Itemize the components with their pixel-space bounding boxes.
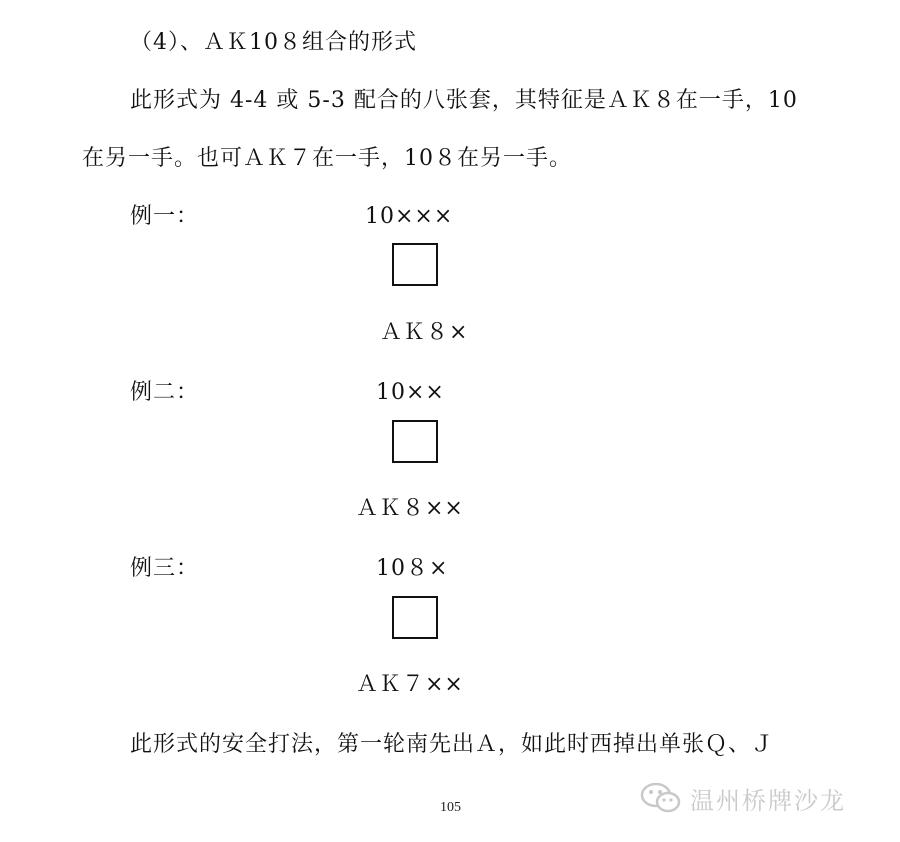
example-3-label: 例三： bbox=[130, 556, 200, 581]
example-3-table-box bbox=[392, 596, 438, 639]
example-1-north-hand: 10××× bbox=[365, 204, 454, 229]
example-3-south-hand: ＡＫ７×× bbox=[356, 672, 464, 697]
paragraph-1-line-1: 此形式为 4-4 或 5-3 配合的八张套，其特征是ＡＫ８在一手，10 bbox=[130, 88, 798, 113]
example-2-north-hand: 10×× bbox=[376, 380, 445, 405]
example-1-south-hand: ＡＫ８× bbox=[380, 320, 469, 345]
watermark bbox=[640, 780, 846, 816]
paragraph-2: 此形式的安全打法，第一轮南先出Ａ，如此时西掉出单张Ｑ、Ｊ bbox=[130, 732, 775, 757]
example-2-label: 例二： bbox=[130, 380, 200, 405]
example-3-north-hand: 10８× bbox=[376, 556, 449, 581]
example-2-south-hand: ＡＫ８×× bbox=[356, 496, 464, 521]
wechat-icon bbox=[640, 781, 682, 815]
page-number: 105 bbox=[440, 800, 461, 815]
paragraph-1-line-2: 在另一手。也可ＡＫ７在一手，10８在另一手。 bbox=[82, 146, 572, 171]
watermark-text: 温州桥牌沙龙 bbox=[690, 786, 846, 815]
heading: （4）、ＡＫ10８组合的形式 bbox=[130, 30, 417, 55]
example-1-label: 例一： bbox=[130, 204, 200, 229]
example-1-table-box bbox=[392, 243, 438, 286]
example-2-table-box bbox=[392, 420, 438, 463]
